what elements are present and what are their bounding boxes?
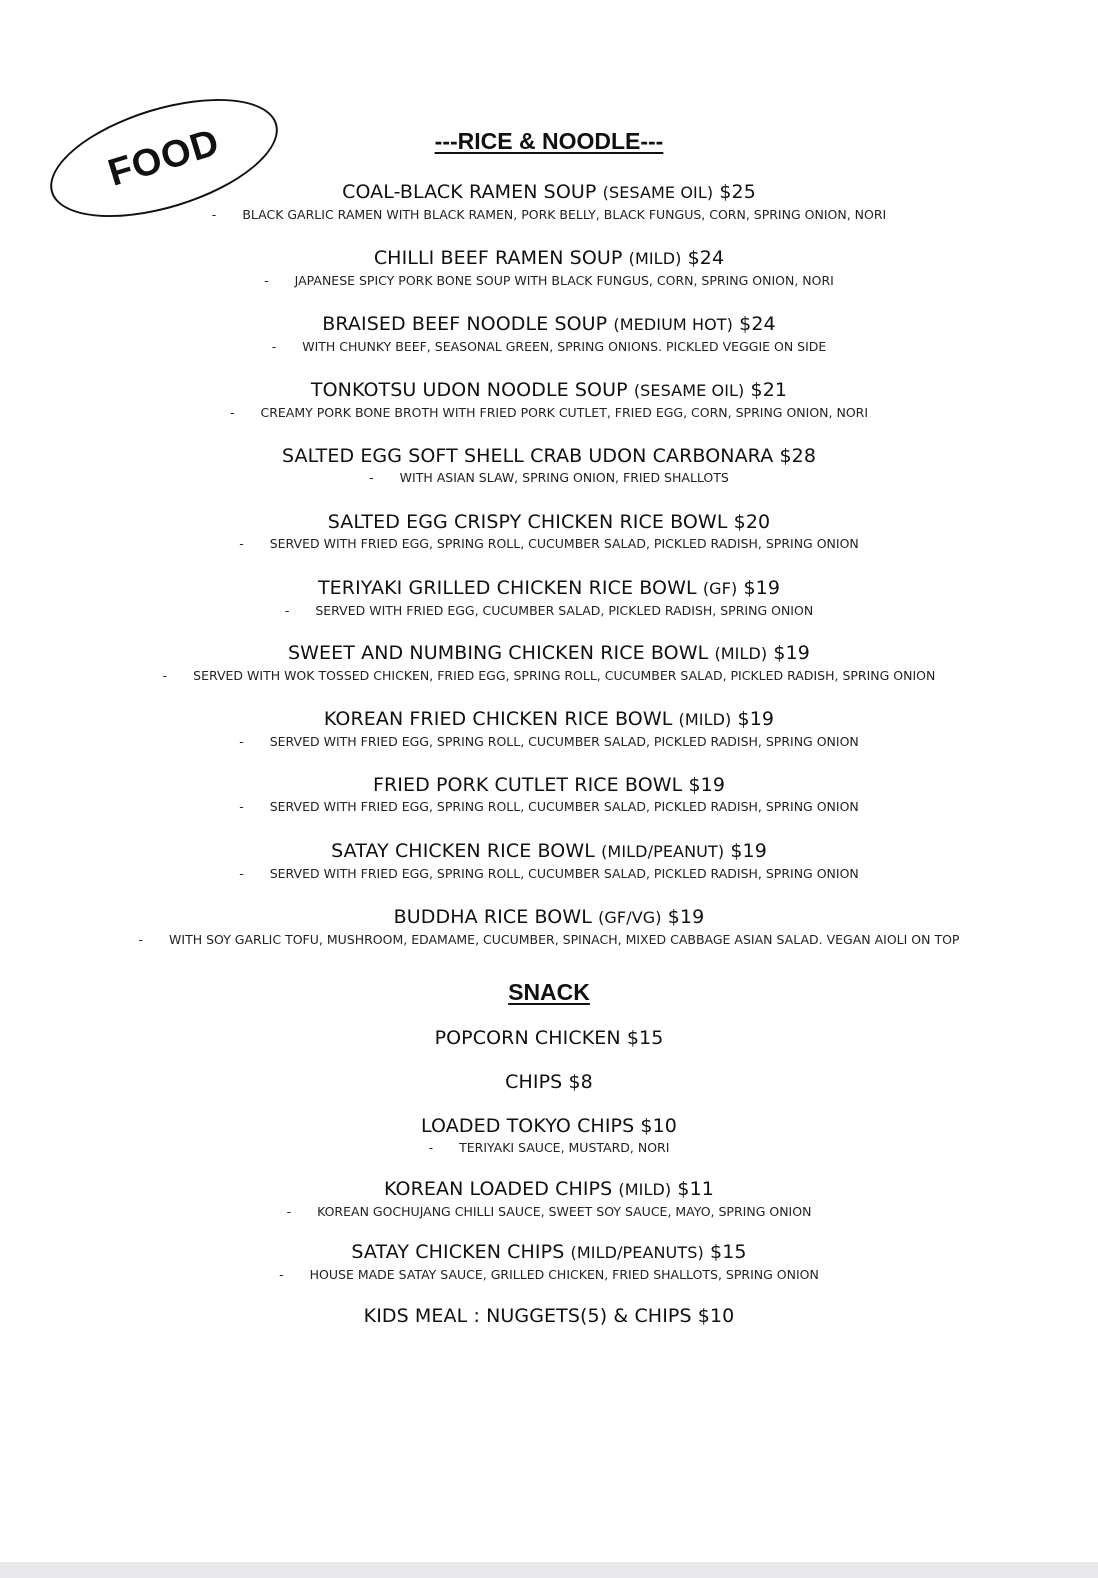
menu-item-title [0,707,1098,732]
menu-item-title [0,378,1098,403]
menu-item-description [0,1139,1098,1157]
menu-item-price: $25 [719,181,756,203]
menu-item [0,576,1098,620]
menu-item-name: SATAY CHICKEN CHIPS [351,1241,565,1263]
menu-item-description-text: SERVED WITH FRIED EGG, SPRING ROLL, CUCUMBER SALAD, PICKLED RADISH, SPRING ONION [269,866,859,881]
menu-item-name: KOREAN LOADED CHIPS [384,1178,613,1200]
menu-item-title [0,1240,1098,1265]
bullet-dash: - [239,734,244,749]
menu-item-price: $20 [733,511,771,533]
menu-item [0,180,1098,224]
menu-item [0,1070,1098,1094]
menu-item-note: (SESAME OIL) [602,183,714,202]
bullet-dash: - [284,603,290,618]
menu-item-name: SALTED EGG CRISPY CHICKEN RICE BOWL [327,511,728,533]
menu-item-description [0,404,1098,422]
menu-item-price: $10 [640,1115,677,1137]
menu-item-description [0,1266,1098,1284]
menu-item [0,1240,1098,1284]
menu-item [0,510,1098,553]
menu-item-note: (MILD) [678,710,732,729]
menu-item [0,905,1098,949]
menu-item-description-text: WITH SOY GARLIC TOFU, MUSHROOM, EDAMAME, CUCUMBER, SPINACH, MIXED CABBAGE ASIAN SALAD. VEGAN AIOLI ON TOP [169,932,960,947]
menu-item-description [0,667,1098,685]
menu-item-title [0,180,1098,205]
menu-item-name: SWEET AND NUMBING CHICKEN RICE BOWL [288,642,709,664]
bullet-dash: - [239,536,244,551]
menu-item-name: TONKOTSU UDON NOODLE SOUP [310,379,628,401]
menu-item-description-text: SERVED WITH FRIED EGG, SPRING ROLL, CUCUMBER SALAD, PICKLED RADISH, SPRING ONION [269,536,859,551]
menu-item-description [0,733,1098,751]
menu-item [0,641,1098,685]
menu-item-price: $28 [779,445,817,467]
menu-item-name: KOREAN FRIED CHICKEN RICE BOWL [323,708,673,730]
bullet-dash: - [428,1140,434,1155]
bullet-dash: - [229,405,235,420]
bullet-dash: - [239,799,244,814]
menu-item-name: FRIED PORK CUTLET RICE BOWL [372,774,683,796]
menu-item-description-text: SERVED WITH FRIED EGG, CUCUMBER SALAD, PICKLED RADISH, SPRING ONION [315,603,814,618]
menu-item-description [0,798,1098,816]
menu-item [0,1304,1098,1328]
menu-item-name: KIDS MEAL : NUGGETS(5) & CHIPS [363,1305,692,1327]
menu-item [0,839,1098,883]
menu-item-note: (GF) [702,579,738,598]
menu-item [0,444,1098,487]
menu-item-name: BUDDHA RICE BOWL [393,906,592,928]
menu-item-title [0,1304,1098,1328]
menu-item-note: (SESAME OIL) [633,381,745,400]
menu-item-price: $21 [750,379,788,401]
menu-item [0,1177,1098,1221]
menu-item-description [0,272,1098,290]
menu-item-description-text: WITH CHUNKY BEEF, SEASONAL GREEN, SPRING ONIONS. PICKLED VEGGIE ON SIDE [302,339,827,354]
menu-item-title [0,576,1098,601]
menu-item-title [0,1026,1098,1050]
bullet-dash: - [264,273,269,288]
menu-item-price: $10 [697,1305,735,1327]
menu-item-name: POPCORN CHICKEN [434,1027,621,1049]
menu-item-price: $24 [687,247,725,269]
bullet-dash: - [239,866,244,881]
page-bottom-band [0,1562,1098,1578]
menu-item-title [0,1177,1098,1202]
menu-item-description-text: SERVED WITH FRIED EGG, SPRING ROLL, CUCUMBER SALAD, PICKLED RADISH, SPRING ONION [269,799,859,814]
menu-item-description [0,865,1098,883]
menu-item-title [0,641,1098,666]
menu-item-note: (MILD) [714,644,768,663]
menu-item-description [0,338,1098,356]
menu-item-name: SALTED EGG SOFT SHELL CRAB UDON CARBONARA [281,445,774,467]
menu-item [0,246,1098,290]
bullet-dash: - [286,1204,292,1219]
menu-item-description-text: JAPANESE SPICY PORK BONE SOUP WITH BLACK FUNGUS, CORN, SPRING ONION, NORI [294,273,834,288]
menu-item-price: $19 [667,906,705,928]
menu-item-description-text: SERVED WITH WOK TOSSED CHICKEN, FRIED EGG, SPRING ROLL, CUCUMBER SALAD, PICKLED RADISH, SPRING ONION [193,668,936,683]
menu-item-title [0,905,1098,930]
menu-item-price: $19 [730,840,767,862]
menu-item-price: $15 [626,1027,664,1049]
menu-item-description-text: HOUSE MADE SATAY SAUCE, GRILLED CHICKEN, FRIED SHALLOTS, SPRING ONION [309,1267,819,1282]
menu-item-price: $19 [743,577,781,599]
section-title-rice-noodle: ---RICE & NOODLE--- [434,128,664,154]
section-title-snack: SNACK [508,979,590,1005]
menu-item [0,312,1098,356]
menu-item-title [0,1114,1098,1138]
menu-item-name: BRAISED BEEF NOODLE SOUP [322,313,608,335]
bullet-dash: - [271,339,277,354]
menu-item-note: (MEDIUM HOT) [613,315,734,334]
menu-item [0,1026,1098,1050]
menu-item-name: COAL-BLACK RAMEN SOUP [342,181,597,203]
menu-item-price: $19 [737,708,775,730]
menu-item-description [0,1203,1098,1221]
menu-item-description [0,206,1098,224]
menu-item-description-text: CREAMY PORK BONE BROTH WITH FRIED PORK CUTLET, FRIED EGG, CORN, SPRING ONION, NORI [260,405,869,420]
menu-item-name: CHILLI BEEF RAMEN SOUP [373,247,623,269]
bullet-dash: - [211,207,217,222]
menu-item-title [0,839,1098,864]
menu-item-note: (MILD/PEANUTS) [570,1243,704,1262]
food-stamp-label: FOOD [103,120,225,195]
menu-item-description [0,602,1098,620]
menu-item [0,378,1098,422]
menu-item-note: (GF/VG) [598,908,662,927]
bullet-dash: - [162,668,168,683]
menu-item [0,1114,1098,1157]
menu-item-title [0,773,1098,797]
bullet-dash: - [138,932,144,947]
menu-item-description [0,931,1098,949]
menu-item-name: CHIPS [505,1071,563,1093]
menu-item-description-text: SERVED WITH FRIED EGG, SPRING ROLL, CUCUMBER SALAD, PICKLED RADISH, SPRING ONION [269,734,859,749]
menu-item-note: (MILD) [618,1180,672,1199]
menu-item-name: SATAY CHICKEN RICE BOWL [331,840,595,862]
menu-item-description [0,469,1098,487]
menu-item [0,707,1098,751]
menu-item-description-text: BLACK GARLIC RAMEN WITH BLACK RAMEN, PORK BELLY, BLACK FUNGUS, CORN, SPRING ONION, NORI [242,207,887,222]
menu-item-description [0,535,1098,553]
menu-item-price: $19 [688,774,726,796]
menu-item-title [0,312,1098,337]
menu-item-price: $8 [568,1071,593,1093]
menu-item-name: TERIYAKI GRILLED CHICKEN RICE BOWL [317,577,697,599]
menu-item-note: (MILD) [628,249,682,268]
menu-item-name: LOADED TOKYO CHIPS [421,1115,635,1137]
menu-item-title [0,444,1098,468]
menu-item-note: (MILD/PEANUT) [601,842,725,861]
menu-item-description-text: KOREAN GOCHUJANG CHILLI SAUCE, SWEET SOY SAUCE, MAYO, SPRING ONION [317,1204,812,1219]
bullet-dash: - [279,1267,284,1282]
menu-item-description-text: TERIYAKI SAUCE, MUSTARD, NORI [459,1140,670,1155]
menu-item-title [0,1070,1098,1094]
menu-item-price: $19 [773,642,810,664]
menu-item-title [0,246,1098,271]
menu-item-price: $15 [710,1241,747,1263]
menu-item-price: $24 [739,313,776,335]
bullet-dash: - [369,470,374,485]
menu-item-description-text: WITH ASIAN SLAW, SPRING ONION, FRIED SHALLOTS [399,470,729,485]
menu-item-title [0,510,1098,534]
menu-item [0,773,1098,816]
menu-item-price: $11 [677,1178,714,1200]
